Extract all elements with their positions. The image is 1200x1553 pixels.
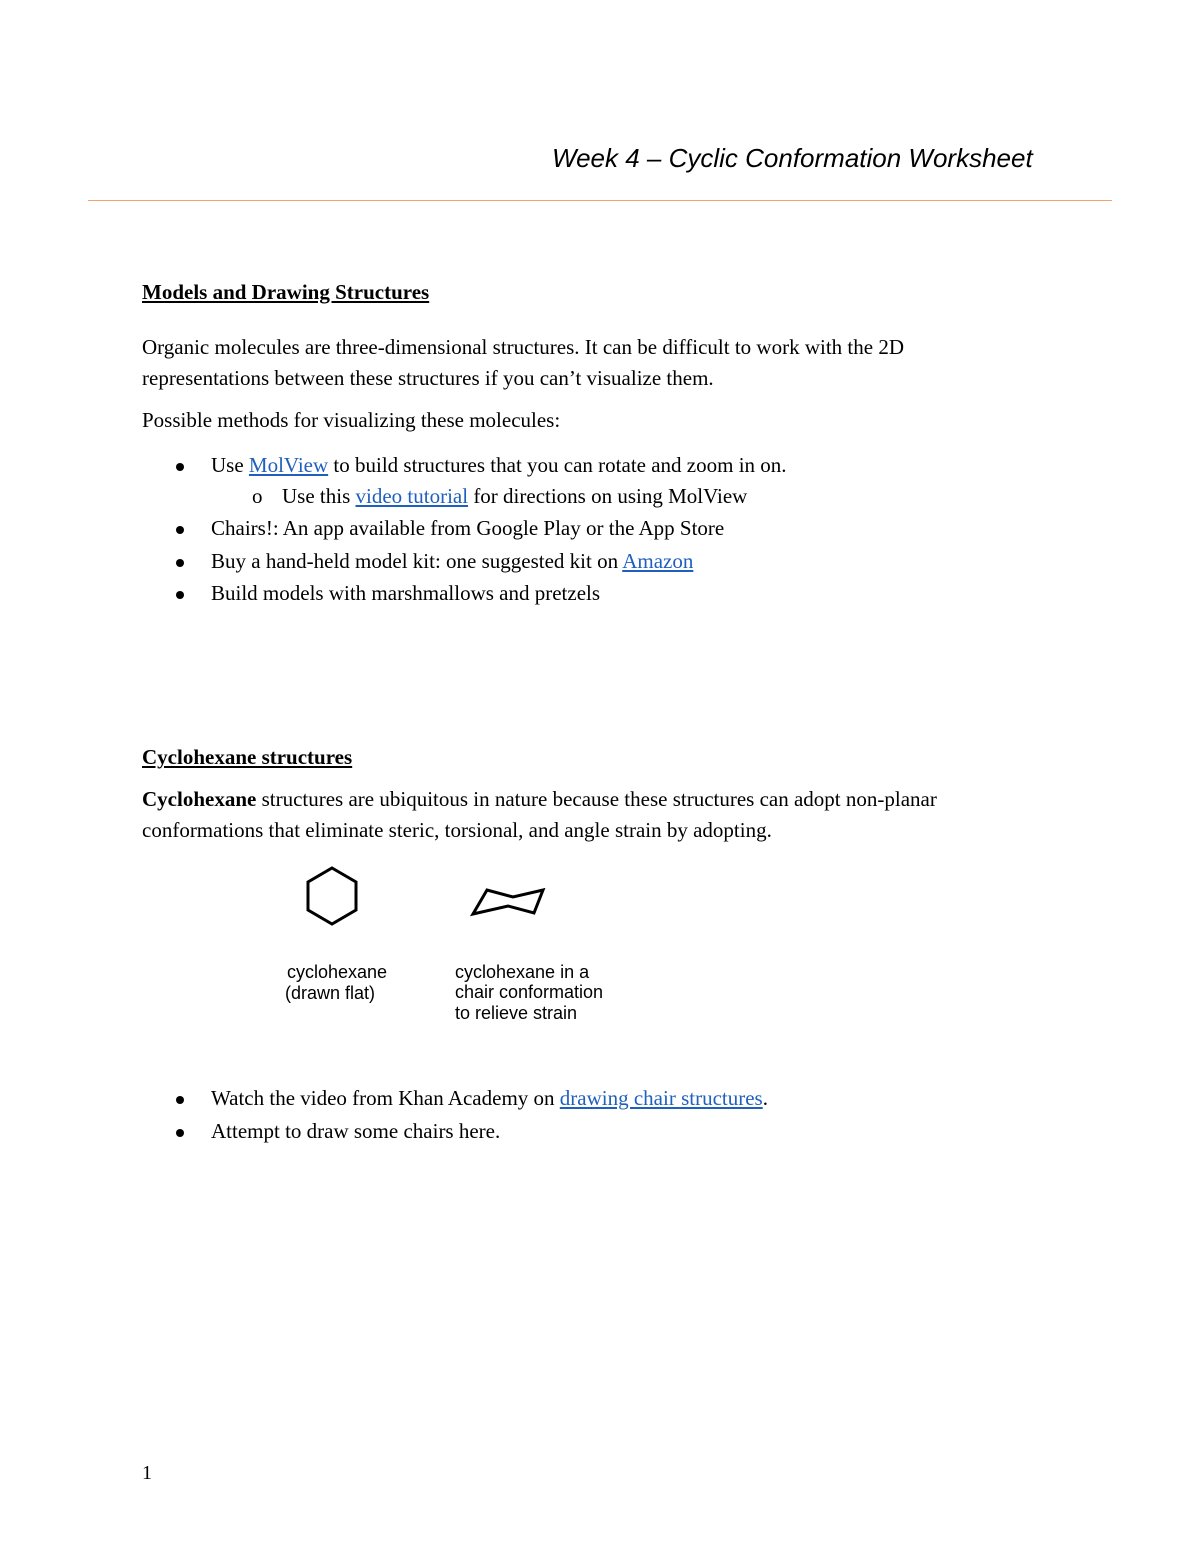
drawing-chair-structures-link[interactable]: drawing chair structures [559,1086,763,1110]
cyclohexane-paragraph-line-2: conformations that eliminate steric, torsional, and angle strain by adopting. [142,818,772,842]
intro-paragraph-line-2: representations between these structures if you can’t visualize them. [142,366,714,390]
bullet-icon [176,1096,184,1104]
section-heading-cyclohexane: Cyclohexane structures [142,745,353,769]
list-item-text: Buy a hand-held model kit: one suggested kit on [211,549,623,573]
methods-lead-text: Possible methods for visualizing these molecules: [142,408,561,432]
list-item-text: Use [211,453,249,477]
list-item-text: to build structures that you can rotate and zoom in on. [328,453,787,477]
cyclohexane-paragraph-line-1 [142,784,937,815]
header-divider [88,200,1112,201]
chair-caption-line-1: cyclohexane in a [455,962,590,982]
list-item-text: Build models with marshmallows and pretzels [211,581,601,605]
list-item-text: Use this [282,484,356,508]
intro-paragraph-line-1: Organic molecules are three-dimensional structures. It can be difficult to work with the 2D [142,335,904,359]
list-item-text: Chairs!: An app available from Google Play or the App Store [211,516,725,540]
section-heading-models: Models and Drawing Structures [142,280,430,304]
bold-term: Cyclohexane [142,787,257,811]
video-tutorial-link[interactable]: video tutorial [355,484,469,508]
bullet-icon [176,1129,184,1137]
chair-caption-line-2: chair conformation [455,982,604,1002]
bullet-icon [176,591,184,599]
list-item-text: for directions on using MolView [468,484,748,508]
amazon-link[interactable]: Amazon [622,549,694,573]
paragraph-text: structures are ubiquitous in nature because these structures can adopt non-planar [256,787,937,811]
list-item-text: . [762,1086,768,1110]
bullet-icon [176,463,184,471]
hexagon-caption-line-1: cyclohexane [287,962,388,982]
chair-caption-line-3: to relieve strain [455,1003,578,1023]
hexagon-icon [300,864,364,928]
list-item-text: Attempt to draw some chairs here. [211,1119,501,1143]
molview-link[interactable]: MolView [248,453,329,477]
bullet-icon [176,526,184,534]
chair-conformation-icon [468,884,552,924]
bullet-icon [176,559,184,567]
page-number: 1 [142,1462,152,1484]
document-title: Week 4 – Cyclic Conformation Worksheet [552,143,1033,173]
sub-bullet-marker: o [252,484,263,508]
list-item-text: Watch the video from Khan Academy on [211,1086,560,1110]
hexagon-caption-line-2: (drawn flat) [285,983,376,1003]
